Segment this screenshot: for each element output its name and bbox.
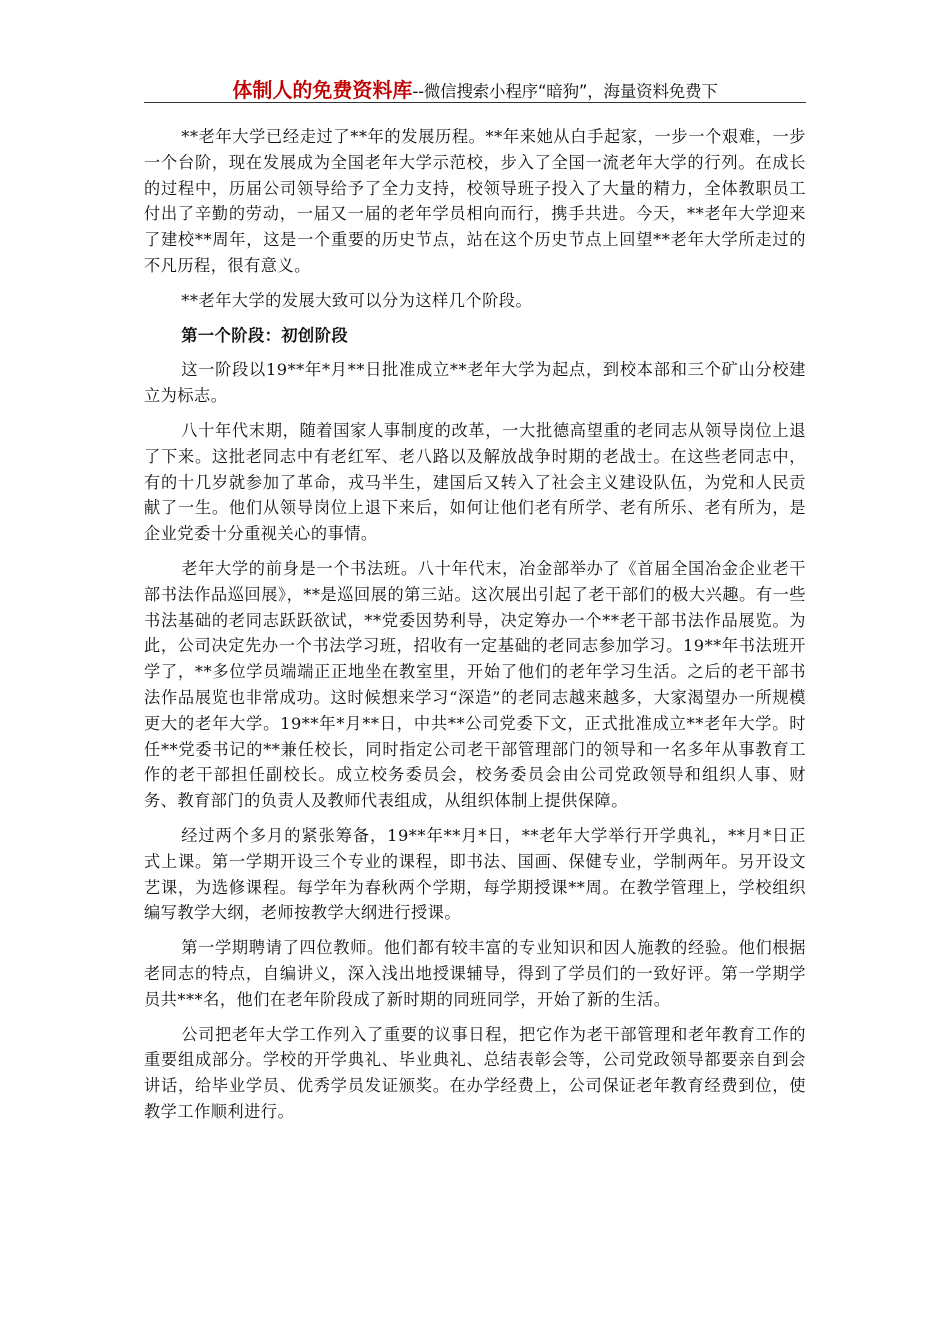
paragraph-intro: **老年大学已经走过了**年的发展历程。**年来她从白手起家，一步一个艰难，一步一个台阶，现在发展成为全国老年大学示范校，步入了全国一流老年大学的行列。在成长的过程中，历届公司领导给予了全力支持，校领导班子投入了大量的精力，全体教职员工付出了辛勤的劳动，一届又一届的老年学员相向而行，携手共进。今天，**老年大学迎来了建校**周年，这是一个重要的历史节点，站在这个历史节点上回望**老年大学所走过的不凡历程，很有意义。	[144, 127, 806, 275]
header-title: 体制人的免费资料库	[232, 78, 413, 102]
paragraph-calligraphy-class: 老年大学的前身是一个书法班。八十年代末，冶金部举办了《首届全国冶金企业老干部书法作品巡回展》，**是巡回展的第三站。这次展出引起了老干部们的极大兴趣。有一些书法基础的老同志跃跃欲试，**党委因势利导，决定筹办一个**老干部书法作品展览。为此，公司决定先办一个书法学习班，招收有一定基础的老同志参加学习。19**年书法班开学了，**多位学员端端正正地坐在教室里，开始了他们的老年学习生活。之后的老干部书法作品展览也非常成功。这时候想来学习“深造”的老同志越来越多，大家渴望办一所规模更大的老年大学。19**年*月**日，中共**公司党委下文，正式批准成立**老年大学。时任**党委书记的**兼任校长，同时指定公司老干部管理部门的领导和一名多年从事教育工作的老干部担任副校长。成立校务委员会，校务委员会由公司党政领导和组织人事、财务、教育部门的负责人及教师代表组成，从组织体制上提供保障。	[144, 558, 806, 811]
paragraph-stages: **老年大学的发展大致可以分为这样几个阶段。	[181, 290, 533, 310]
paragraph-background: 八十年代末期，随着国家人事制度的改革，一大批德高望重的老同志从领导岗位上退了下来。这批老同志中有老红军、老八路以及解放战争时期的老战士。在这些老同志中，有的十几岁就参加了革命，戎马半生，建国后又转入了社会主义建设队伍，为党和人民贡献了一生。他们从领导岗位上退下来后，如何让他们老有所学、老有所乐、老有所为，是企业党委十分重视关心的事情。	[144, 420, 806, 544]
document-body	[144, 124, 806, 1324]
paragraph-stage-one-scope: 这一阶段以19**年*月**日批准成立**老年大学为起点，到校本部和三个矿山分校建立为标志。	[144, 360, 806, 406]
section-heading-stage-one: 第一个阶段：初创阶段	[181, 325, 349, 345]
paragraph-opening: 经过两个多月的紧张筹备，19**年**月*日，**老年大学举行开学典礼，**月*日正式上课。第一学期开设三个专业的课程，即书法、国画、保健专业，学制两年。另开设文艺课，为选修课程。每学年为春秋两个学期，每学期授课**周。在教学管理上，学校组织编写教学大纲，老师按教学大纲进行授课。	[144, 825, 806, 923]
paragraph-teachers: 第一学期聘请了四位教师。他们都有较丰富的专业知识和因人施教的经验。他们根据老同志的特点，自编讲义，深入浅出地授课辅导，得到了学员们的一致好评。第一学期学员共***名，他们在老年阶段成了新时期的同班同学，开始了新的生活。	[144, 938, 806, 1009]
page-header	[144, 74, 806, 103]
header-subtitle: --微信搜索小程序“暗狗”，海量资料免费下	[412, 82, 718, 101]
paragraph-company-support: 公司把老年大学工作列入了重要的议事日程，把它作为老干部管理和老年教育工作的重要组成部分。学校的开学典礼、毕业典礼、总结表彰会等，公司党政领导都要亲自到会讲话，给毕业学员、优秀学员发证颁奖。在办学经费上，公司保证老年教育经费到位，使教学工作顺利进行。	[144, 1024, 806, 1121]
